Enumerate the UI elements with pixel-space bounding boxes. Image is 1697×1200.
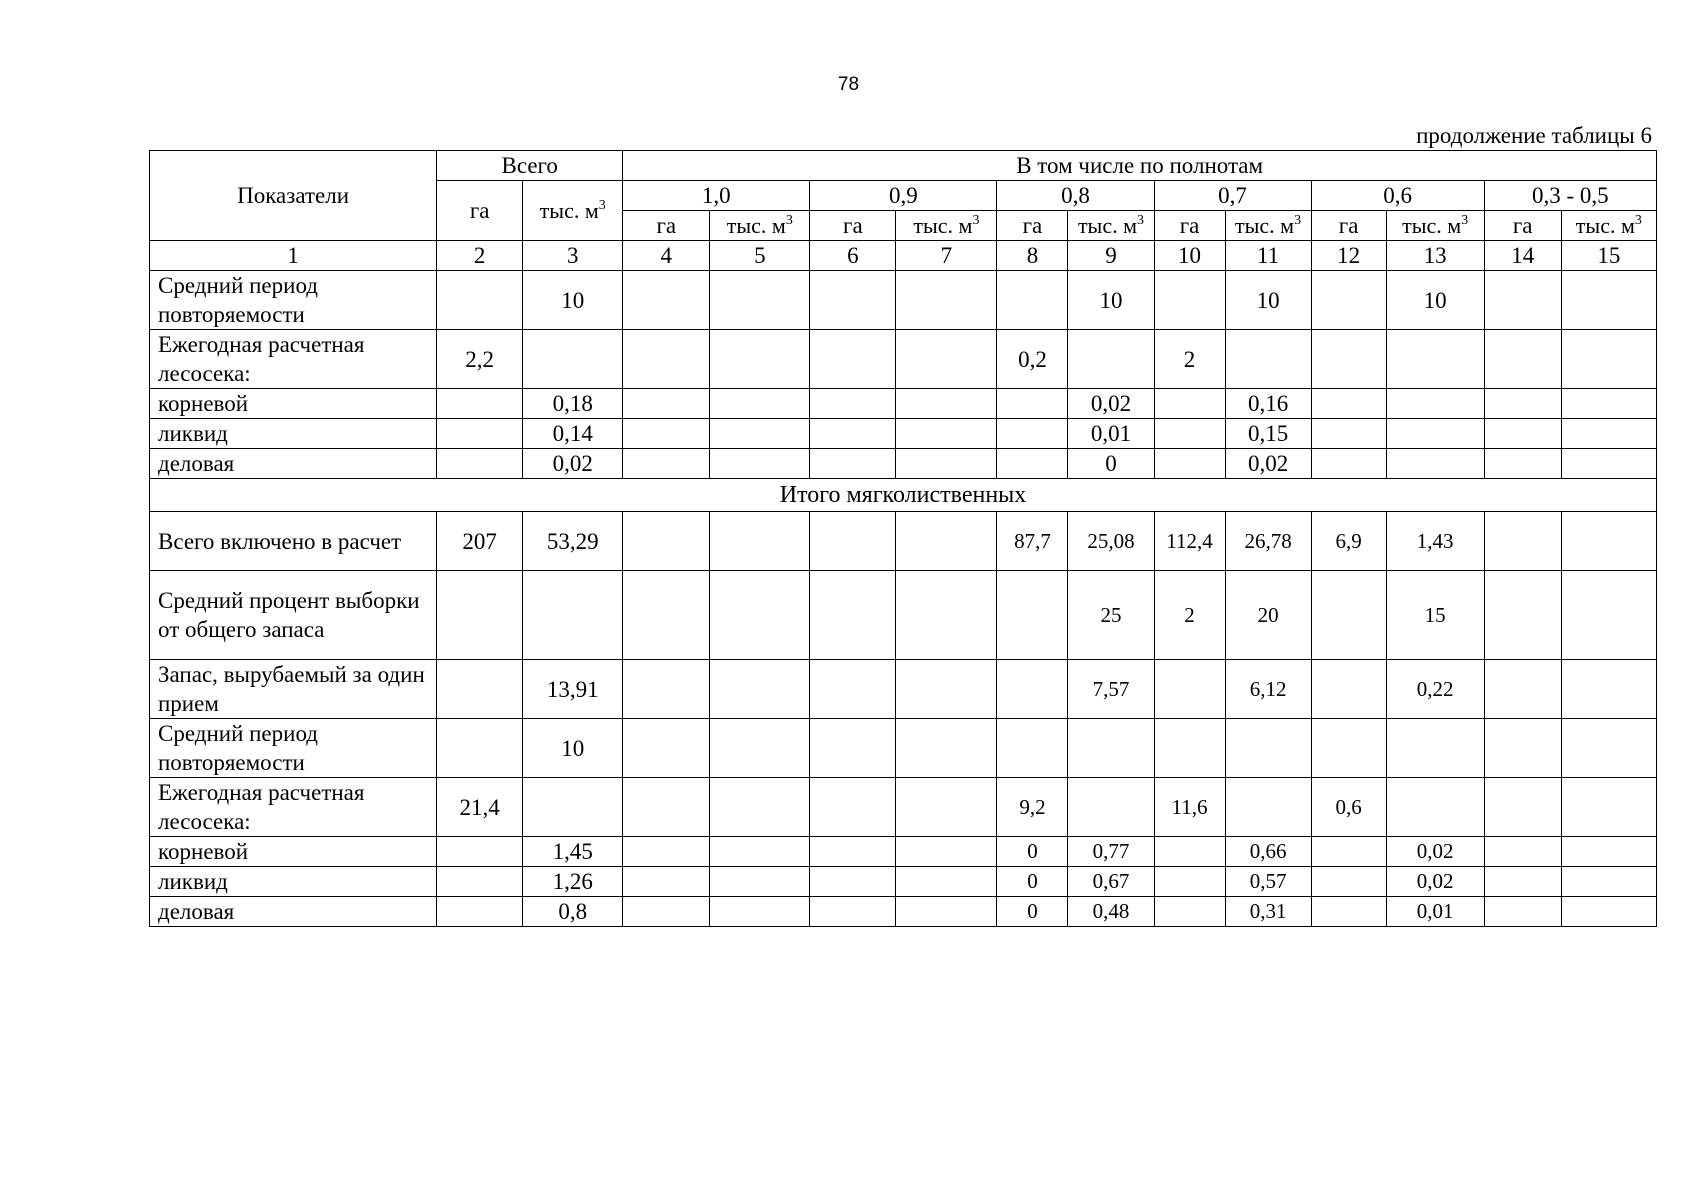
- table-body: [150, 151, 1657, 927]
- header-total-ha: га: [437, 181, 523, 241]
- table-cell: 21,4: [437, 778, 523, 837]
- table-cell: [1386, 419, 1484, 449]
- header-volume: [1068, 211, 1154, 241]
- column-number: 8: [997, 241, 1068, 271]
- row-label: деловая: [150, 449, 437, 479]
- table-cell: [523, 330, 623, 389]
- table-cell: 10: [523, 719, 623, 778]
- table-cell: [997, 719, 1068, 778]
- table-cell: [623, 419, 710, 449]
- table-cell: 10: [523, 271, 623, 330]
- table-cell: [810, 778, 896, 837]
- table-cell: [1484, 719, 1561, 778]
- table-cell: 0,57: [1225, 867, 1311, 897]
- column-number: 10: [1154, 241, 1225, 271]
- table-cell: [1386, 778, 1484, 837]
- table-row: [150, 660, 1657, 719]
- table-cell: 0: [1068, 449, 1154, 479]
- table-cell: [1386, 719, 1484, 778]
- row-label: Средний период повторяемости: [150, 719, 437, 778]
- table-cell: [437, 419, 523, 449]
- table-cell: 207: [437, 512, 523, 571]
- column-number: 3: [523, 241, 623, 271]
- column-number: 14: [1484, 241, 1561, 271]
- table-cell: [1154, 660, 1225, 719]
- header-ha: га: [623, 211, 710, 241]
- column-number: 7: [896, 241, 997, 271]
- table-cell: [1484, 419, 1561, 449]
- table-cell: [1561, 867, 1656, 897]
- header-density-5: 0,6: [1311, 181, 1484, 211]
- table-cell: [710, 389, 810, 419]
- table-cell: [1154, 271, 1225, 330]
- table-cell: [437, 867, 523, 897]
- table-row: [150, 778, 1657, 837]
- table-cell: 0,01: [1068, 419, 1154, 449]
- table-cell: [997, 660, 1068, 719]
- unit-superscript: 3: [1137, 213, 1145, 228]
- table-cell: 0: [997, 867, 1068, 897]
- table-cell: [896, 867, 997, 897]
- table-cell: [1561, 571, 1656, 660]
- header-volume: [1561, 211, 1656, 241]
- table-cell: [896, 778, 997, 837]
- table-cell: 0,2: [997, 330, 1068, 389]
- unit-label: тыс. м: [1402, 213, 1462, 238]
- table-cell: 0,15: [1225, 419, 1311, 449]
- header-ha: га: [1484, 211, 1561, 241]
- table-cell: [710, 719, 810, 778]
- header-row-1: [150, 151, 1657, 181]
- unit-superscript: 3: [1461, 213, 1469, 228]
- table-cell: [1311, 897, 1386, 927]
- header-indicators: Показатели: [150, 151, 437, 241]
- table-cell: [810, 271, 896, 330]
- table-cell: [1154, 867, 1225, 897]
- table-row: [150, 571, 1657, 660]
- table-cell: 0,66: [1225, 837, 1311, 867]
- header-density-4: 0,7: [1154, 181, 1311, 211]
- unit-label: тыс. м: [1235, 213, 1295, 238]
- table-row: [150, 449, 1657, 479]
- table-cell: [523, 571, 623, 660]
- table-cell: [896, 571, 997, 660]
- header-density-1: 1,0: [623, 181, 810, 211]
- table-cell: [1154, 897, 1225, 927]
- table-cell: [810, 571, 896, 660]
- table-cell: [1068, 330, 1154, 389]
- table-cell: [710, 419, 810, 449]
- row-label: Всего включено в расчет: [150, 512, 437, 571]
- unit-superscript: 3: [972, 213, 980, 228]
- column-number: 6: [810, 241, 896, 271]
- table-cell: [1154, 837, 1225, 867]
- table-cell: [997, 389, 1068, 419]
- column-number: 5: [710, 241, 810, 271]
- table-cell: [1154, 389, 1225, 419]
- table-cell: [1068, 719, 1154, 778]
- table-cell: 10: [1386, 271, 1484, 330]
- table-cell: [896, 449, 997, 479]
- table-cell: [1311, 660, 1386, 719]
- table-cell: 1,26: [523, 867, 623, 897]
- table-cell: [1311, 837, 1386, 867]
- column-number-row: [150, 241, 1657, 271]
- table-cell: [1561, 449, 1656, 479]
- header-by-density: В том числе по полнотам: [623, 151, 1657, 181]
- table-cell: [437, 660, 523, 719]
- table-cell: [437, 719, 523, 778]
- column-number: 1: [150, 241, 437, 271]
- unit-superscript: 3: [785, 213, 793, 228]
- table-cell: 0,8: [523, 897, 623, 927]
- table-cell: [810, 330, 896, 389]
- table-row: [150, 271, 1657, 330]
- header-volume: [1225, 211, 1311, 241]
- table-cell: [1154, 449, 1225, 479]
- table-cell: [1484, 660, 1561, 719]
- table-cell: [1561, 897, 1656, 927]
- table-cell: [623, 897, 710, 927]
- header-volume: [896, 211, 997, 241]
- header-total-volume: [523, 181, 623, 241]
- table-cell: [437, 571, 523, 660]
- table-cell: [1484, 867, 1561, 897]
- table-cell: [623, 271, 710, 330]
- table-cell: [1561, 389, 1656, 419]
- table-cell: 11,6: [1154, 778, 1225, 837]
- table-cell: [623, 449, 710, 479]
- table-cell: [710, 867, 810, 897]
- table-cell: [1561, 419, 1656, 449]
- table-cell: [810, 660, 896, 719]
- table-cell: 26,78: [1225, 512, 1311, 571]
- table-cell: [810, 449, 896, 479]
- table-cell: [810, 419, 896, 449]
- table-cell: 13,91: [523, 660, 623, 719]
- table-cell: [623, 330, 710, 389]
- table-cell: [1484, 389, 1561, 419]
- header-density-6: 0,3 - 0,5: [1484, 181, 1656, 211]
- table-cell: [810, 867, 896, 897]
- table-cell: 6,9: [1311, 512, 1386, 571]
- unit-label: тыс. м: [539, 198, 599, 223]
- header-volume: [1386, 211, 1484, 241]
- unit-label: тыс. м: [1575, 213, 1635, 238]
- page-number: 78: [837, 74, 860, 95]
- table-row: [150, 389, 1657, 419]
- table-cell: [1561, 660, 1656, 719]
- column-number: 13: [1386, 241, 1484, 271]
- table-cell: [810, 897, 896, 927]
- header-ha: га: [1154, 211, 1225, 241]
- table-cell: [1311, 571, 1386, 660]
- table-row: [150, 897, 1657, 927]
- table-cell: [710, 330, 810, 389]
- table-cell: 6,12: [1225, 660, 1311, 719]
- table-cell: 0,18: [523, 389, 623, 419]
- header-ha: га: [810, 211, 896, 241]
- header-ha: га: [1311, 211, 1386, 241]
- table-cell: [1484, 837, 1561, 867]
- table-cell: [437, 897, 523, 927]
- row-label: Запас, вырубаемый за один прием: [150, 660, 437, 719]
- table-cell: 2: [1154, 330, 1225, 389]
- column-number: 12: [1311, 241, 1386, 271]
- table-cell: [437, 271, 523, 330]
- unit-label: тыс. м: [913, 213, 973, 238]
- table-cell: [1484, 512, 1561, 571]
- table-cell: [896, 512, 997, 571]
- table-cell: [896, 719, 997, 778]
- table-cell: [1311, 389, 1386, 419]
- table-cell: [997, 571, 1068, 660]
- table-cell: 9,2: [997, 778, 1068, 837]
- table-row: [150, 512, 1657, 571]
- table-cell: [1311, 867, 1386, 897]
- table-cell: [1154, 419, 1225, 449]
- table-cell: [896, 419, 997, 449]
- table-cell: [623, 660, 710, 719]
- table-cell: [896, 660, 997, 719]
- section-row: [150, 479, 1657, 512]
- table-cell: 10: [1225, 271, 1311, 330]
- table-cell: [623, 778, 710, 837]
- table-cell: [1561, 837, 1656, 867]
- table-cell: 0,77: [1068, 837, 1154, 867]
- table-cell: 15: [1386, 571, 1484, 660]
- table-cell: [896, 389, 997, 419]
- table-cell: [710, 837, 810, 867]
- table-cell: 87,7: [997, 512, 1068, 571]
- table-caption: продолжение таблицы 6: [1416, 123, 1652, 148]
- table-cell: [1311, 449, 1386, 479]
- table-cell: [810, 719, 896, 778]
- table-cell: 25: [1068, 571, 1154, 660]
- row-label: корневой: [150, 837, 437, 867]
- column-number: 9: [1068, 241, 1154, 271]
- table-cell: [437, 389, 523, 419]
- table-cell: [623, 389, 710, 419]
- table-cell: [1484, 778, 1561, 837]
- table-cell: [1561, 719, 1656, 778]
- table-cell: [1484, 449, 1561, 479]
- table-cell: 0,22: [1386, 660, 1484, 719]
- table-cell: [437, 837, 523, 867]
- unit-label: тыс. м: [1077, 213, 1138, 238]
- unit-superscript: 3: [1634, 213, 1642, 228]
- header-ha: га: [997, 211, 1068, 241]
- table-cell: [1068, 778, 1154, 837]
- table-cell: 7,57: [1068, 660, 1154, 719]
- table-cell: 53,29: [523, 512, 623, 571]
- table-cell: [810, 837, 896, 867]
- header-volume: [710, 211, 810, 241]
- row-label: Средний период повторяемости: [150, 271, 437, 330]
- table-cell: [896, 330, 997, 389]
- table-cell: [810, 512, 896, 571]
- forest-table: [149, 150, 1657, 927]
- table-cell: 0,16: [1225, 389, 1311, 419]
- table-cell: [710, 660, 810, 719]
- table-cell: 0,14: [523, 419, 623, 449]
- header-density-3: 0,8: [997, 181, 1154, 211]
- table-cell: [1561, 271, 1656, 330]
- column-number: 15: [1561, 241, 1656, 271]
- table-cell: [710, 897, 810, 927]
- table-cell: [710, 449, 810, 479]
- unit-superscript: 3: [598, 198, 606, 213]
- unit-superscript: 3: [1294, 213, 1302, 228]
- table-cell: 0,6: [1311, 778, 1386, 837]
- table-cell: [896, 897, 997, 927]
- table-cell: [623, 719, 710, 778]
- column-number: 11: [1225, 241, 1311, 271]
- table-cell: [1484, 571, 1561, 660]
- row-label: Ежегодная расчетная лесосека:: [150, 778, 437, 837]
- section-title: Итого мягколиственных: [150, 479, 1657, 512]
- table-cell: [710, 571, 810, 660]
- table-cell: 0,02: [523, 449, 623, 479]
- table-cell: [997, 419, 1068, 449]
- table-cell: 0,02: [1386, 837, 1484, 867]
- table-row: [150, 330, 1657, 389]
- table-cell: [1311, 719, 1386, 778]
- row-label: ликвид: [150, 419, 437, 449]
- table-cell: 0,01: [1386, 897, 1484, 927]
- table-row: [150, 867, 1657, 897]
- table-cell: 25,08: [1068, 512, 1154, 571]
- table-cell: 1,45: [523, 837, 623, 867]
- table-cell: [1561, 330, 1656, 389]
- table-cell: 0: [997, 837, 1068, 867]
- table-cell: [623, 571, 710, 660]
- table-cell: [1484, 330, 1561, 389]
- table-cell: [1225, 719, 1311, 778]
- table-cell: [1561, 778, 1656, 837]
- table-cell: [623, 867, 710, 897]
- table-cell: [997, 449, 1068, 479]
- header-total: Всего: [437, 151, 623, 181]
- table-cell: [1311, 271, 1386, 330]
- row-label: ликвид: [150, 867, 437, 897]
- table-cell: 0,67: [1068, 867, 1154, 897]
- table-cell: [896, 271, 997, 330]
- table-row: [150, 837, 1657, 867]
- header-density-2: 0,9: [810, 181, 997, 211]
- table-cell: [810, 389, 896, 419]
- table-cell: 1,43: [1386, 512, 1484, 571]
- table-cell: [1561, 512, 1656, 571]
- column-number: 4: [623, 241, 710, 271]
- unit-label: тыс. м: [726, 213, 786, 238]
- table-cell: [1484, 897, 1561, 927]
- table-cell: [1154, 719, 1225, 778]
- column-number: 2: [437, 241, 523, 271]
- table-cell: 0,02: [1386, 867, 1484, 897]
- table-cell: [710, 271, 810, 330]
- table-cell: [1311, 419, 1386, 449]
- table-cell: [623, 837, 710, 867]
- row-label: Средний процент выборки от общего запаса: [150, 571, 437, 660]
- table-cell: 0,02: [1225, 449, 1311, 479]
- table-cell: 10: [1068, 271, 1154, 330]
- table-cell: 0: [997, 897, 1068, 927]
- table-cell: [710, 778, 810, 837]
- table-cell: [1386, 330, 1484, 389]
- table-cell: [710, 512, 810, 571]
- table-cell: [997, 271, 1068, 330]
- table-row: [150, 719, 1657, 778]
- table-cell: 0,31: [1225, 897, 1311, 927]
- table-cell: [896, 837, 997, 867]
- table-cell: 2,2: [437, 330, 523, 389]
- table-cell: [1386, 449, 1484, 479]
- table-cell: 2: [1154, 571, 1225, 660]
- table-cell: 0,48: [1068, 897, 1154, 927]
- row-label: корневой: [150, 389, 437, 419]
- table-row: [150, 419, 1657, 449]
- row-label: Ежегодная расчетная лесосека:: [150, 330, 437, 389]
- table-cell: [1225, 330, 1311, 389]
- table-cell: [1386, 389, 1484, 419]
- table-cell: [1311, 330, 1386, 389]
- table-cell: 112,4: [1154, 512, 1225, 571]
- table-cell: 0,02: [1068, 389, 1154, 419]
- table-cell: [623, 512, 710, 571]
- table-cell: [1484, 271, 1561, 330]
- table-cell: [523, 778, 623, 837]
- table-cell: [1225, 778, 1311, 837]
- table-cell: 20: [1225, 571, 1311, 660]
- row-label: деловая: [150, 897, 437, 927]
- table-cell: [437, 449, 523, 479]
